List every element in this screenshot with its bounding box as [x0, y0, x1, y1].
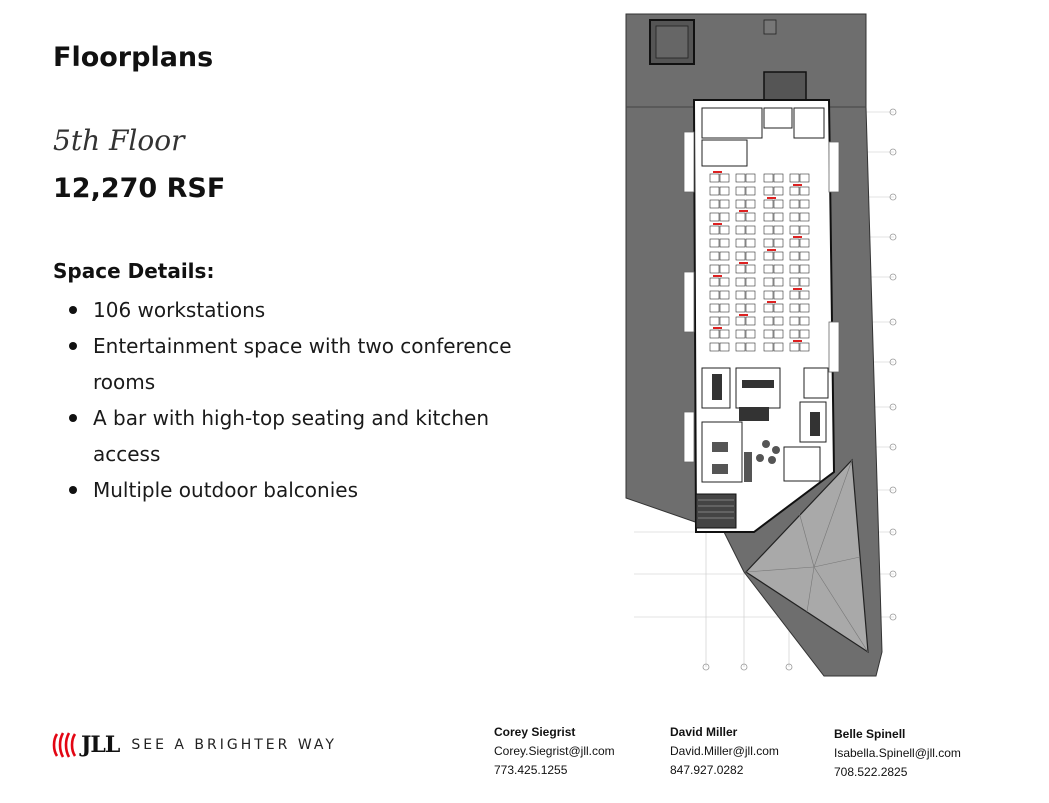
workstation-desk	[790, 265, 799, 273]
workstation-desk	[790, 174, 799, 182]
annotation-mark	[793, 184, 802, 186]
workstation-desk	[790, 343, 799, 351]
contact-phone: 708.522.2825	[834, 765, 908, 779]
workstation-desk	[746, 174, 755, 182]
workstation-desk	[746, 291, 755, 299]
list-item: Multiple outdoor balconies	[53, 472, 533, 508]
workstation-desk	[774, 278, 783, 286]
workstation-desk	[710, 265, 719, 273]
workstation-desk	[764, 278, 773, 286]
contact-phone: 847.927.0282	[670, 763, 744, 777]
workstation-desk	[800, 174, 809, 182]
annotation-mark	[739, 314, 748, 316]
annotation-mark	[713, 275, 722, 277]
floor-plan-drawing	[624, 12, 899, 680]
workstation-desk	[746, 213, 755, 221]
workstation-desk	[764, 174, 773, 182]
space-details-heading: Space Details:	[53, 259, 215, 283]
workstation-desk	[790, 317, 799, 325]
workstation-desk	[720, 226, 729, 234]
workstation-desk	[764, 239, 773, 247]
workstation-desk	[710, 252, 719, 260]
workstation-desk	[736, 213, 745, 221]
page-title: Floorplans	[53, 42, 214, 73]
workstation-desk	[736, 343, 745, 351]
workstation-desk	[764, 304, 773, 312]
workstation-desk	[774, 291, 783, 299]
workstation-desk	[790, 291, 799, 299]
workstation-desk	[764, 330, 773, 338]
workstation-desk	[774, 226, 783, 234]
list-item: A bar with high-top seating and kitchen access	[53, 400, 533, 472]
contact-name: Corey Siegrist	[494, 725, 576, 739]
workstation-desk	[800, 317, 809, 325]
workstation-desk	[790, 226, 799, 234]
workstation-desk	[720, 304, 729, 312]
workstation-desk	[746, 239, 755, 247]
workstation-desk	[710, 226, 719, 234]
logo-text: JLL	[81, 732, 120, 758]
workstation-desk	[720, 252, 729, 260]
workstation-desk	[710, 330, 719, 338]
workstation-desk	[800, 278, 809, 286]
workstation-desk	[736, 252, 745, 260]
workstation-desk	[710, 278, 719, 286]
workstation-desk	[800, 213, 809, 221]
workstation-desk	[710, 343, 719, 351]
list-item: 106 workstations	[53, 292, 533, 328]
annotation-mark	[793, 288, 802, 290]
workstation-desk	[774, 187, 783, 195]
workstation-desk	[764, 226, 773, 234]
workstation-desk	[764, 200, 773, 208]
contact-card	[834, 725, 961, 782]
contact-email[interactable]: Isabella.Spinell@jll.com	[834, 746, 961, 760]
workstation-desk	[710, 187, 719, 195]
workstation-desk	[800, 226, 809, 234]
workstation-desk	[720, 174, 729, 182]
jll-logo	[52, 730, 337, 760]
annotation-mark	[767, 301, 776, 303]
workstation-desk	[790, 187, 799, 195]
tagline: SEE A BRIGHTER WAY	[131, 737, 337, 753]
contact-name: Belle Spinell	[834, 727, 906, 741]
workstation-desk	[774, 239, 783, 247]
workstation-desk	[710, 291, 719, 299]
workstation-desk	[746, 343, 755, 351]
workstation-desk	[720, 213, 729, 221]
workstation-desk	[774, 174, 783, 182]
workstation-desk	[746, 278, 755, 286]
contact-phone: 773.425.1255	[494, 763, 568, 777]
workstation-desk	[790, 239, 799, 247]
workstation-desk	[790, 213, 799, 221]
workstation-desk	[736, 187, 745, 195]
workstation-desk	[800, 252, 809, 260]
workstation-desk	[764, 265, 773, 273]
workstation-desk	[790, 278, 799, 286]
annotation-mark	[793, 340, 802, 342]
workstation-desk	[746, 330, 755, 338]
workstation-desk	[746, 317, 755, 325]
workstation-desk	[720, 291, 729, 299]
contact-name: David Miller	[670, 725, 738, 739]
workstation-desk	[736, 200, 745, 208]
workstation-desk	[764, 291, 773, 299]
workstation-desk	[720, 317, 729, 325]
workstation-desk	[710, 174, 719, 182]
workstation-desk	[710, 304, 719, 312]
workstation-desk	[736, 226, 745, 234]
contact-email[interactable]: David.Miller@jll.com	[670, 744, 779, 758]
workstation-desk	[774, 200, 783, 208]
workstation-desk	[790, 200, 799, 208]
workstation-desk	[774, 213, 783, 221]
workstation-desk	[736, 239, 745, 247]
workstation-desk	[790, 330, 799, 338]
workstation-desk	[746, 252, 755, 260]
annotation-mark	[713, 171, 722, 173]
list-item: Entertainment space with two conference rooms	[53, 328, 533, 400]
workstation-desk	[720, 200, 729, 208]
annotation-mark	[739, 210, 748, 212]
workstation-desk	[746, 187, 755, 195]
workstation-desk	[720, 278, 729, 286]
workstation-desk	[710, 317, 719, 325]
workstation-desk	[746, 226, 755, 234]
space-details-list	[53, 292, 533, 508]
workstation-desk	[764, 317, 773, 325]
workstation-desk	[720, 330, 729, 338]
workstation-desk	[800, 265, 809, 273]
workstation-desk	[746, 265, 755, 273]
workstation-desk	[800, 200, 809, 208]
workstation-desk	[800, 291, 809, 299]
annotation-mark	[713, 327, 722, 329]
workstation-desk	[764, 187, 773, 195]
workstation-desk	[790, 304, 799, 312]
jll-logo-icon	[52, 730, 78, 760]
annotation-mark	[739, 262, 748, 264]
workstation-desk	[736, 174, 745, 182]
workstation-desk	[746, 304, 755, 312]
workstation-desk	[774, 343, 783, 351]
workstation-desk	[800, 330, 809, 338]
annotation-mark	[793, 236, 802, 238]
workstation-desk	[720, 239, 729, 247]
workstation-desk	[710, 239, 719, 247]
workstation-desk	[764, 343, 773, 351]
workstation-desk	[720, 265, 729, 273]
workstation-desk	[710, 213, 719, 221]
workstation-desk	[774, 304, 783, 312]
workstation-desk	[800, 343, 809, 351]
workstation-desk	[774, 330, 783, 338]
workstation-desk	[746, 200, 755, 208]
workstation-desk	[800, 304, 809, 312]
workstation-desk	[800, 239, 809, 247]
annotation-mark	[767, 249, 776, 251]
workstation-desk	[736, 304, 745, 312]
floor-name: 5th Floor	[53, 124, 185, 157]
workstation-desk	[736, 278, 745, 286]
workstation-desk	[736, 317, 745, 325]
annotation-mark	[713, 223, 722, 225]
contact-email[interactable]: Corey.Siegrist@jll.com	[494, 744, 615, 758]
workstation-desk	[774, 252, 783, 260]
contact-card	[494, 723, 615, 780]
contact-card	[670, 723, 779, 780]
workstation-desk	[720, 343, 729, 351]
workstation-desk	[736, 265, 745, 273]
annotation-mark	[767, 197, 776, 199]
workstation-desk	[800, 187, 809, 195]
workstation-desk	[790, 252, 799, 260]
workstation-desk	[774, 317, 783, 325]
workstation-desk	[764, 252, 773, 260]
workstation-desk	[720, 187, 729, 195]
workstation-desk	[736, 291, 745, 299]
workstation-desk	[764, 213, 773, 221]
workstation-desk	[710, 200, 719, 208]
rentable-square-feet: 12,270 RSF	[53, 173, 226, 204]
workstation-desk	[774, 265, 783, 273]
workstation-desk	[736, 330, 745, 338]
